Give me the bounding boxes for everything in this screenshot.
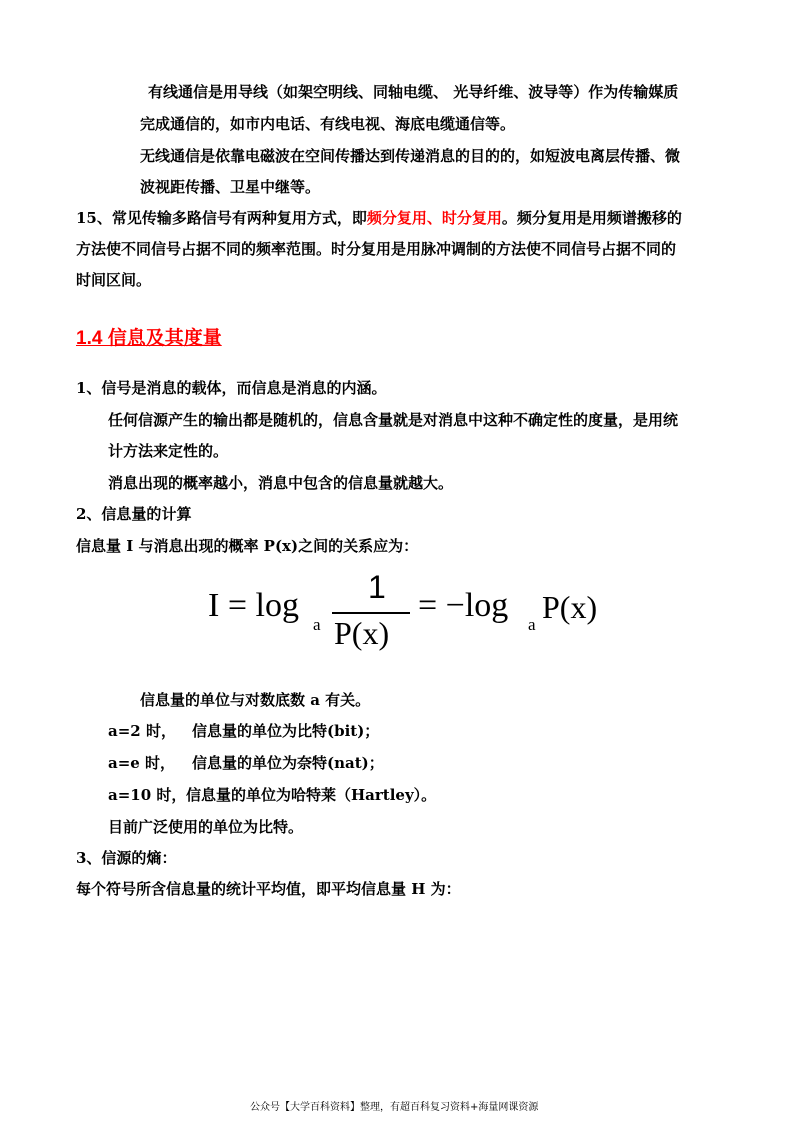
information-formula [208, 569, 628, 660]
formula-lhs: I = log [208, 587, 299, 624]
body-line [108, 721, 380, 741]
unit-text: 信息量的单位为奈特(nat)； [192, 754, 384, 772]
paragraph-line: 无线通信是依靠电磁波在空间传播达到传递消息的目的的，如短波电离层传播、微 [140, 147, 681, 165]
formula-subscript: a [528, 615, 536, 634]
body-line [108, 785, 437, 805]
formula-denominator: P(x) [334, 615, 390, 651]
text: 15、常见传输多路信号有两种复用方式，即 [76, 209, 367, 227]
unit-text: 信息量的单位为哈特莱（Hartley）。 [186, 786, 437, 804]
body-line: 每个符号所含信息量的统计平均值，即平均信息量 H 为： [76, 880, 461, 898]
body-line: 消息出现的概率越小，消息中包含的信息量就越大。 [108, 474, 454, 492]
formula-rhs-arg: P(x) [542, 589, 598, 625]
paragraph-line: 波视距传播、卫星中继等。 [140, 178, 321, 196]
paragraph-line: 时间区间。 [76, 271, 152, 289]
body-line: 2、信息量的计算 [76, 505, 192, 523]
body-line [108, 753, 384, 773]
paragraph-line [76, 208, 682, 228]
condition: a=10 时， [108, 786, 187, 804]
formula-subscript: a [313, 615, 321, 634]
body-line: 3、信源的熵： [76, 849, 177, 867]
text: 。频分复用是用频谱搬移的 [501, 209, 682, 227]
body-line: 任何信源产生的输出都是随机的，信息含量就是对消息中这种不确定性的度量，是用统 [108, 411, 679, 429]
condition: a=e 时， [108, 754, 176, 772]
body-line: 1、信号是消息的载体，而信息是消息的内涵。 [76, 379, 387, 397]
paragraph-line: 完成通信的，如市内电话、有线电视、海底电缆通信等。 [140, 115, 516, 133]
body-line: 计方法来定性的。 [108, 442, 229, 460]
unit-text: 信息量的单位为比特(bit)； [192, 722, 380, 740]
section-heading: 1.4 信息及其度量 [76, 328, 222, 349]
highlight-text: 频分复用、时分复用 [366, 209, 502, 227]
fraction-bar [332, 612, 410, 614]
formula-numerator: 1 [368, 569, 386, 605]
formula-rhs: = −log [418, 587, 509, 624]
body-line: 信息量的单位与对数底数 a 有关。 [140, 691, 371, 709]
paragraph-line: 有线通信是用导线（如架空明线、同轴电缆、 光导纤维、波导等）作为传输媒质 [148, 83, 679, 101]
condition: a=2 时， [108, 722, 176, 740]
paragraph-line: 方法使不同信号占据不同的频率范围。时分复用是用脉冲调制的方法使不同信号占据不同的 [76, 240, 677, 258]
body-line: 信息量 I 与消息出现的概率 P(x)之间的关系应为： [76, 537, 419, 555]
footer-note: 公众号【大学百科资料】整理，有超百科复习资料+海量网课资源 [250, 1102, 539, 1113]
body-line: 目前广泛使用的单位为比特。 [108, 818, 304, 836]
